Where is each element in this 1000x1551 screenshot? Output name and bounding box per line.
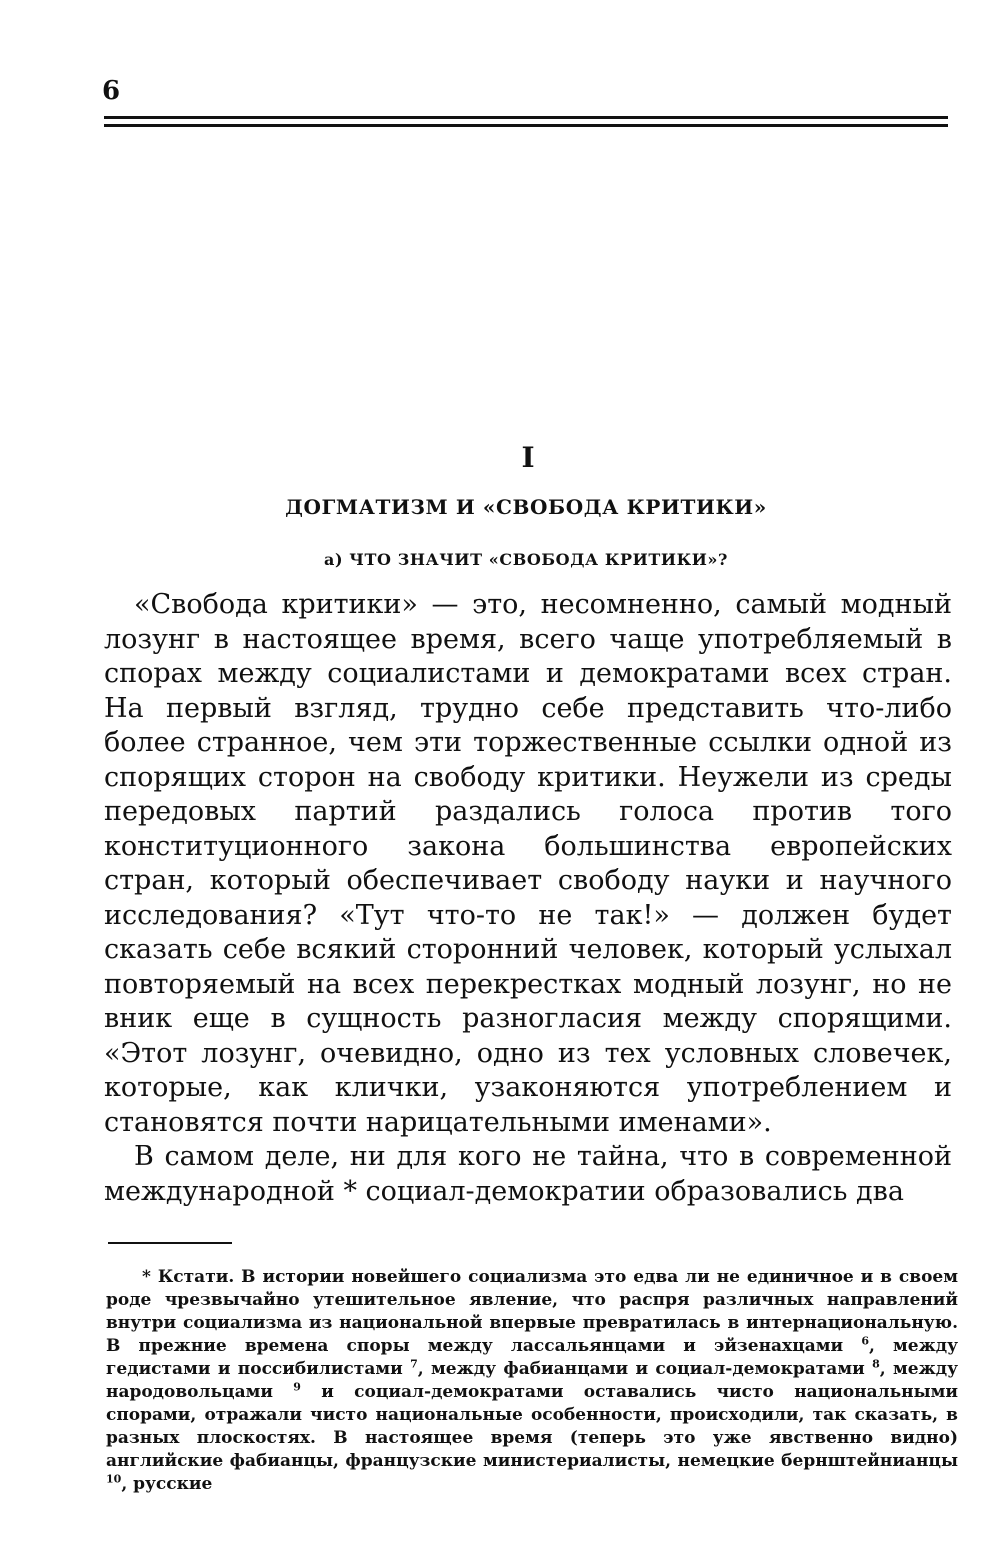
- main-text: [104, 588, 952, 1209]
- footnote-text-part: , русские: [121, 1474, 213, 1494]
- section-title: а) ЧТО ЗНАЧИТ «СВОБОДА КРИТИКИ»?: [323, 550, 729, 569]
- footnote-ref: 7: [410, 1357, 418, 1371]
- page-number: 6: [102, 76, 121, 106]
- paragraph-2-end: социал-демократии образовались два: [365, 1175, 904, 1207]
- footnote-marker: *: [142, 1267, 151, 1287]
- footnote-paragraph: [106, 1266, 958, 1496]
- paragraph-2-start: В самом деле, ни для кого не тайна, что в современной международной: [104, 1141, 952, 1207]
- footnote-text-part: и социал-демократами оставались чисто национальными спорами, отражали чисто национальные особенности, происходили, так сказать, в разных плоскостях. В настоящее время (теперь это уже явственно видно) английские фабианцы, французские министериалисты, немецкие бернштейнианцы: [106, 1382, 959, 1471]
- footnote-text-part: Кстати. В истории новейшего социализма это едва ли не единичное и в своем роде чрезвычайно утешительное явление, что распря различных направлений внутри социализма из национальной впервые превратилась в интернациональную. В прежние времена споры между лассальянцами и эйзенахцами: [106, 1267, 959, 1356]
- footnote-marker: *: [343, 1175, 357, 1207]
- footnote-text-part: , между фабианцами и социал-демократами: [417, 1359, 865, 1379]
- footnote-text-part: , между народовольцами: [106, 1359, 958, 1402]
- chapter-title: ДОГМАТИЗМ И «СВОБОДА КРИТИКИ»: [285, 495, 767, 519]
- header-rule: [104, 116, 948, 127]
- footnote-rule: [108, 1242, 232, 1244]
- footnote-ref: 8: [872, 1357, 880, 1371]
- footnote-text-part: , между гедистами и поссибилистами: [106, 1336, 958, 1379]
- footnote-ref: 10: [106, 1472, 122, 1486]
- footnote: [106, 1266, 958, 1496]
- paragraph-2: [104, 1140, 952, 1209]
- footnote-ref: 6: [861, 1334, 869, 1348]
- footnote-ref: 9: [293, 1380, 301, 1394]
- chapter-number: I: [521, 441, 535, 474]
- paragraph-1: «Свобода критики» — это, несомненно, самый модный лозунг в настоящее время, всего чаще употребляемый в спорах между социалистами и демократами всех стран. На первый взгляд, трудно себе представить что-либо более странное, чем эти торжественные ссылки одной из спорящих сторон на свободу критики. Неужели из среды передовых партий раздались голоса против того конституционного закона большинства европейских стран, который обеспечивает свободу науки и научного исследования? «Тут что-то не так!» — должен будет сказать себе всякий сторонний человек, который услыхал повторяемый на всех перекрестках модный лозунг, но не вник еще в сущность разногласия между спорящими. «Этот лозунг, очевидно, одно из тех условных словечек, которые, как клички, узаконяются употреблением и становятся почти нарицательными именами».: [104, 589, 952, 1138]
